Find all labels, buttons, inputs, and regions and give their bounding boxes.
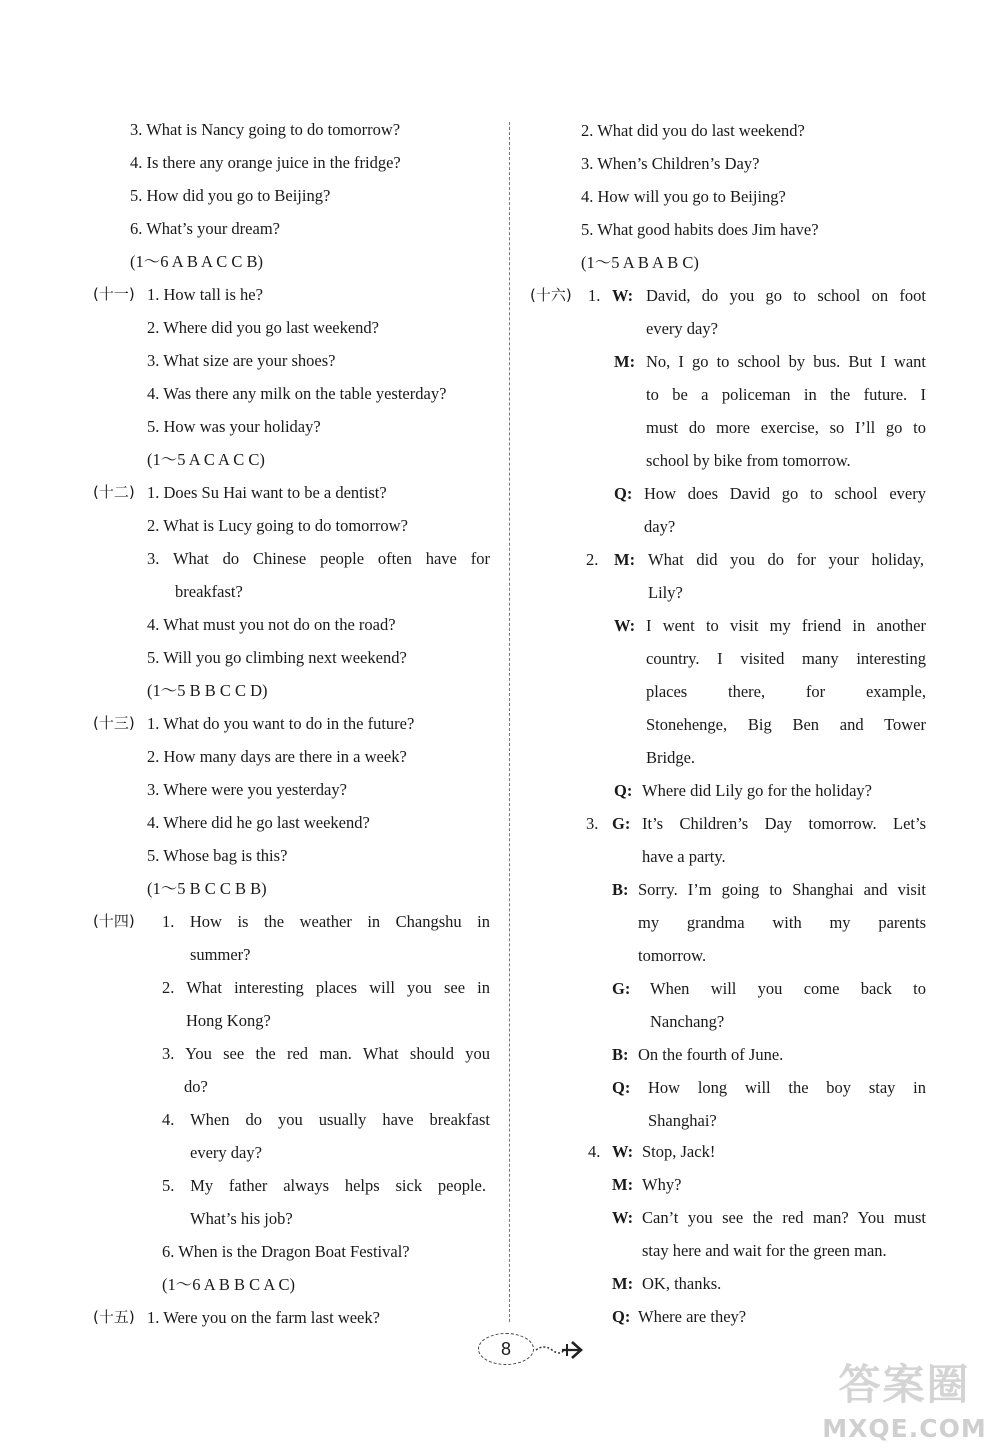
question-line: 5. Will you go climbing next weekend? [147,648,407,667]
dialogue-number: 2. [586,550,599,569]
dialogue-number: 4. [588,1142,601,1161]
dialogue-line: Where did Lily go for the holiday? [642,781,873,800]
question-line: 2. What did you do last weekend? [581,121,805,140]
question-line: 3. What do Chinese people often have for [147,549,490,568]
section-label: (十三) [93,714,135,732]
question-line-cont: What’s his job? [190,1209,293,1228]
dialogue-number: 3. [586,814,599,833]
section-label: (十一) [93,285,135,303]
speaker-label: Q: [612,1307,631,1326]
question-line: 2. What is Lucy going to do tomorrow? [147,516,408,535]
question-line-cont: every day? [190,1143,262,1162]
question-line: 1. What do you want to do in the future? [147,714,415,733]
dialogue-line: It’s Children’s Day tomorrow. Let’s [642,814,926,833]
question-line-cont: do? [184,1077,208,1096]
question-line: 4. Is there any orange juice in the fridge? [130,153,401,172]
dialogue-line: Why? [642,1175,682,1194]
question-line: 4. How will you go to Beijing? [581,187,786,206]
column-divider [509,122,510,1322]
question-line: 2. What interesting places will you see in [162,978,490,997]
speaker-label: W: [612,1142,634,1161]
dialogue-line: Stonehenge, Big Ben and Tower [646,715,926,734]
dialogue-line: to be a policeman in the future. I [646,385,926,404]
dialogue-line: What did you do for your holiday, [648,550,924,569]
dialogue-line: day? [644,517,676,536]
dialogue-line: David, do you go to school on foot [646,286,926,305]
dialogue-line: country. I visited many interesting [646,649,926,668]
speaker-label: Q: [614,484,633,503]
dialogue-line: Lily? [648,583,683,602]
section-label: (十四) [93,912,135,930]
question-line: 4. Where did he go last weekend? [147,813,370,832]
dialogue-line: Sorry. I’m going to Shanghai and visit [638,880,926,899]
question-line: 5. My father always helps sick people. [162,1176,486,1195]
dialogue-line: tomorrow. [638,946,707,965]
answer-key: (1～5 B C C B B) [147,879,267,898]
speaker-label: W: [612,1208,634,1227]
dialogue-line: OK, thanks. [642,1274,722,1293]
page-number: 8 [500,1339,511,1359]
speaker-label: Q: [612,1078,631,1097]
dialogue-line: Bridge. [646,748,696,767]
dialogue-line: stay here and wait for the green man. [642,1241,887,1260]
question-line: 3. Where were you yesterday? [147,780,347,799]
answer-key: (1～5 A B A B C) [581,253,699,272]
dialogue-line: No, I go to school by bus. But I want [646,352,926,371]
speaker-label: Q: [614,781,633,800]
section-label: (十六) [530,286,572,304]
answer-key: (1～5 A C A C C) [147,450,265,469]
question-line-cont: Hong Kong? [186,1011,271,1030]
question-line: 6. What’s your dream? [130,219,280,238]
section-label: (十二) [93,483,135,501]
speaker-label: M: [612,1175,634,1194]
dialogue-line: How does David go to school every [644,484,926,503]
answer-key: (1～6 A B A C C B) [130,252,263,271]
dialogue-line: Can’t you see the red man? You must [642,1208,926,1227]
watermark-url: MXQE.COM [822,1414,987,1443]
dialogue-line: When will you come back to [650,979,926,998]
speaker-label: B: [612,880,629,899]
question-line: 3. What is Nancy going to do tomorrow? [130,120,401,139]
dialogue-line: On the fourth of June. [638,1045,784,1064]
speaker-label: M: [614,352,636,371]
question-line-cont: summer? [190,945,251,964]
speaker-label: M: [614,550,636,569]
question-line: 1. How is the weather in Changshu in [162,912,490,931]
question-line: 5. How did you go to Beijing? [130,186,331,205]
speaker-label: G: [612,979,631,998]
question-line: 3. What size are your shoes? [147,351,336,370]
question-line: 2. Where did you go last weekend? [147,318,379,337]
question-line: 3. You see the red man. What should you [162,1044,490,1063]
question-line: 3. When’s Children’s Day? [581,154,760,173]
question-line-cont: breakfast? [175,582,243,601]
speaker-label: G: [612,814,631,833]
answer-key: (1～6 A B B C A C) [162,1275,295,1294]
section-label: (十五) [93,1308,135,1326]
watermark-seal: 答案圈 [838,1360,971,1409]
dialogue-line: Stop, Jack! [642,1142,716,1161]
speaker-label: W: [612,286,634,305]
speaker-label: W: [614,616,636,635]
question-line: 4. What must you not do on the road? [147,615,396,634]
question-line: 2. How many days are there in a week? [147,747,407,766]
arrow-icon [534,1335,584,1361]
question-line: 5. How was your holiday? [147,417,321,436]
speaker-label: B: [612,1045,629,1064]
dialogue-line: How long will the boy stay in [648,1078,926,1097]
question-line: 6. When is the Dragon Boat Festival? [162,1242,410,1261]
dialogue-number: 1. [588,286,601,305]
question-line: 5. Whose bag is this? [147,846,288,865]
speaker-label: M: [612,1274,634,1293]
dialogue-line: school by bike from tomorrow. [646,451,851,470]
dialogue-line: every day? [646,319,718,338]
question-line: 1. Were you on the farm last week? [147,1308,380,1327]
question-line: 4. When do you usually have breakfast [162,1110,490,1129]
dialogue-line: places there, for example, [646,682,926,701]
dialogue-line: Nanchang? [650,1012,725,1031]
question-line: 4. Was there any milk on the table yesterday? [147,384,447,403]
dialogue-line: my grandma with my parents [638,913,926,932]
dialogue-line: I went to visit my friend in another [646,616,926,635]
answer-key: (1～5 B B C C D) [147,681,268,700]
question-line: 1. How tall is he? [147,285,263,304]
dialogue-line: Shanghai? [648,1111,717,1130]
dialogue-line: Where are they? [638,1307,747,1326]
dialogue-line: must do more exercise, so I’ll go to [646,418,926,437]
dialogue-line: have a party. [642,847,726,866]
question-line: 1. Does Su Hai want to be a dentist? [147,483,387,502]
question-line: 5. What good habits does Jim have? [581,220,819,239]
